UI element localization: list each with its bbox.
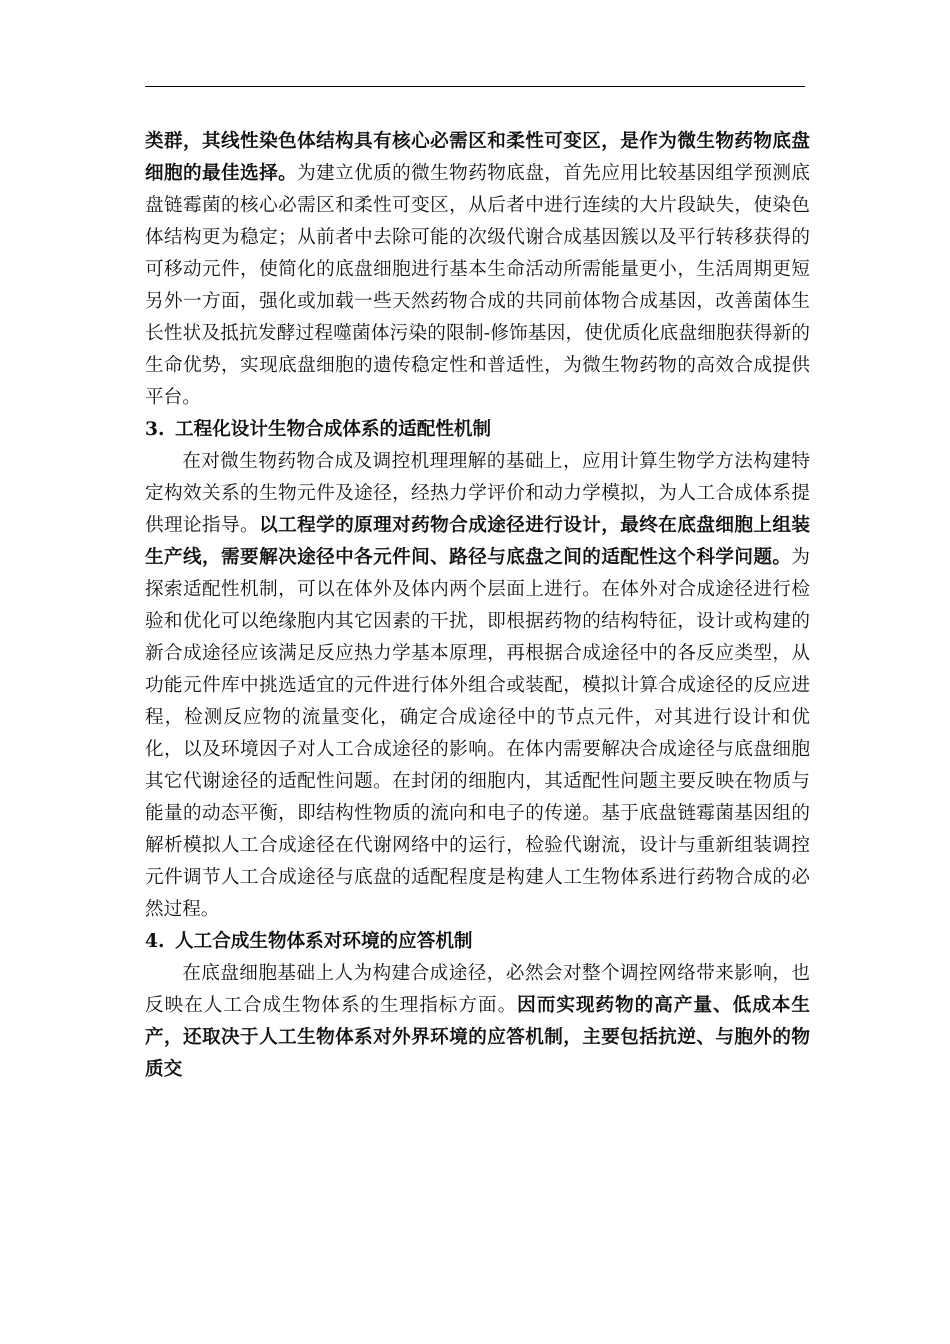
section-heading-4 xyxy=(145,926,810,958)
section-number: 3. xyxy=(145,419,165,440)
body-text: 在底盘细胞基础上人为构建合成途径，必然会对整个调控网络带来影响，也反映在人工合成生物体系的生理指标方面。 xyxy=(145,963,810,1016)
bold-text: 以工程学的原理对药物合成途径进行设计，最终在底盘细胞上组装生产线，需要解决途径中各元件间、路径与底盘之间的适配性这个科学问题。 xyxy=(145,515,810,568)
body-text: 在对微生物药物合成及调控机理理解的基础上，应用计算生物学方法构建特定构效关系的生物元件及途径，经热力学评价和动力学模拟，为人工合成体系提供理论指导。 xyxy=(145,451,810,536)
paragraph-2 xyxy=(145,446,810,926)
header-rule xyxy=(145,86,805,87)
document-body xyxy=(145,126,810,1086)
section-heading-3 xyxy=(145,414,810,446)
section-title: 人工合成生物体系对环境的应答机制 xyxy=(175,931,473,952)
bold-text: 因而实现药物的高产量、低成本生产，还取决于人工生物体系对外界环境的应答机制，主要包括抗逆、与胞外的物质交 xyxy=(145,995,810,1080)
paragraph-3 xyxy=(145,958,810,1086)
body-text: 为探索适配性机制，可以在体外及体内两个层面上进行。在体外对合成途径进行检验和优化可以绝缘胞内其它因素的干扰，即根据药物的结构特征，设计或构建的新合成途径应该满足反应热力学基本原理，再根据合成途径中的各反应类型，从功能元件库中挑选适宜的元件进行体外组合或装配，模拟计算合成途径的反应进程，检测反应物的流量变化，确定合成途径中的节点元件，对其进行设计和优化，以及环境因子对人工合成途径的影响。在体内需要解决合成途径与底盘细胞其它代谢途径的适配性问题。在封闭的细胞内，其适配性问题主要反映在物质与能量的动态平衡，即结构性物质的流向和电子的传递。基于底盘链霉菌基因组的解析模拟人工合成途径在代谢网络中的运行，检验代谢流，设计与重新组装调控元件调节人工合成途径与底盘的适配程度是构建人工生物体系进行药物合成的必然过程。 xyxy=(145,547,810,920)
paragraph-1 xyxy=(145,126,810,414)
body-text: 为建立优质的微生物药物底盘，首先应用比较基因组学预测底盘链霉菌的核心必需区和柔性可变区，从后者中进行连续的大片段缺失，使染色体结构更为稳定；从前者中去除可能的次级代谢合成基因簇以及平行转移获得的可移动元件，使简化的底盘细胞进行基本生命活动所需能量更小，生活周期更短另外一方面，强化或加载一些天然药物合成的共同前体物合成基因，改善菌体生长性状及抵抗发酵过程噬菌体污染的限制-修饰基因，使优质化底盘细胞获得新的生命优势，实现底盘细胞的遗传稳定性和普适性，为微生物药物的高效合成提供平台。 xyxy=(145,163,810,408)
section-title: 工程化设计生物合成体系的适配性机制 xyxy=(175,419,492,440)
bold-text: 类群，其线性染色体结构具有核心必需区和柔性可变区，是作为微生物药物底盘细胞的最佳选择。 xyxy=(145,131,810,184)
section-number: 4. xyxy=(145,931,165,952)
